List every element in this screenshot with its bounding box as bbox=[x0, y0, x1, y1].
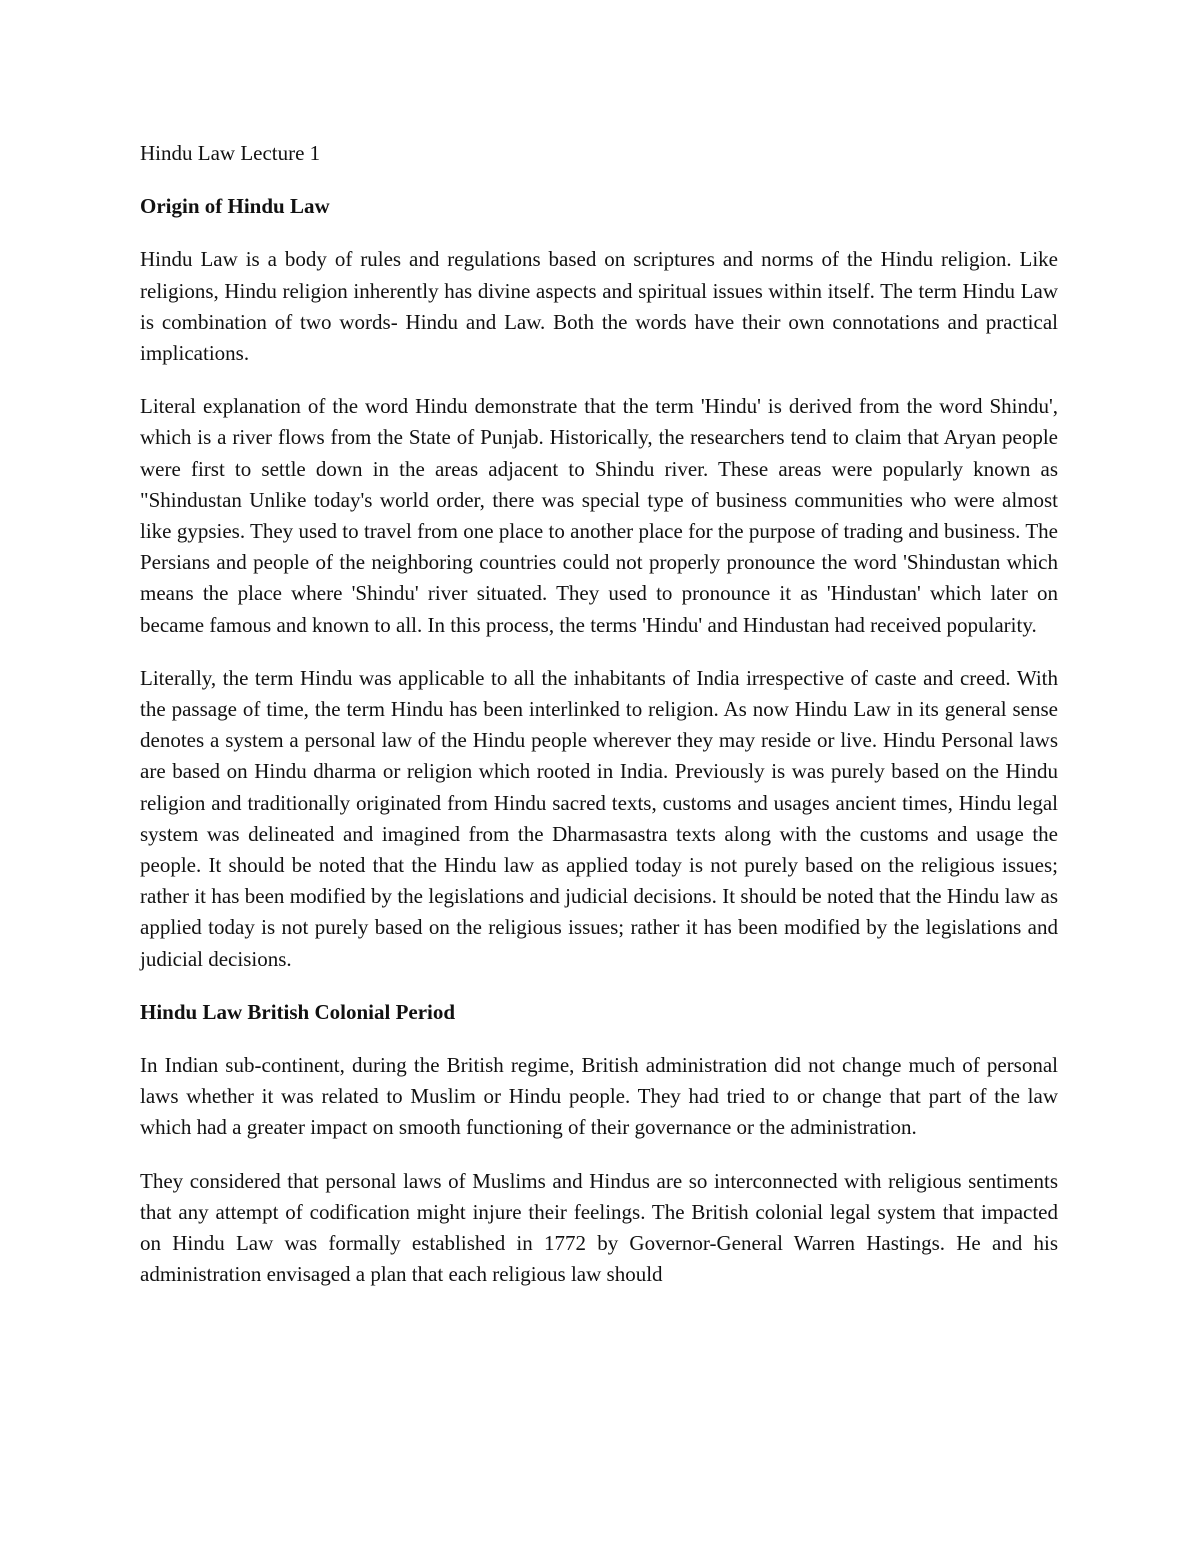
paragraph: They considered that personal laws of Muslims and Hindus are so interconnected with religious sentiments that any attempt of codification might injure their feelings. The British colonial legal system that impacted on Hindu Law was formally established in 1772 by Governor-General Warren Hastings. He and his administration envisaged a plan that each religious law should bbox=[140, 1168, 1058, 1287]
paragraph: Hindu Law is a body of rules and regulations based on scriptures and norms of the Hindu religion. Like religions, Hindu religion inherently has divine aspects and spiritual issues within itself. The term Hindu Law is combination of two words- Hindu and Law. Both the words have their own connotations and practical implications. bbox=[140, 247, 1058, 366]
section-british-colonial-period bbox=[140, 997, 1058, 1291]
section-origin-of-hindu-law bbox=[140, 191, 1058, 975]
paragraph: Literally, the term Hindu was applicable to all the inhabitants of India irrespective of caste and creed. With the passage of time, the term Hindu has been interlinked to religion. As now Hindu Law in its general sense denotes a system a personal law of the Hindu people wherever they may reside or live. Hindu Personal laws are based on Hindu dharma or religion which rooted in India. Previously is was purely based on the Hindu religion and traditionally originated from Hindu sacred texts, customs and usages ancient times, Hindu legal system was delineated and imagined from the Dharmasastra texts along with the customs and usage the people. It should be noted that the Hindu law as applied today is not purely based on the religious issues; rather it has been modified by the legislations and judicial decisions. It should be noted that the Hindu law as applied today is not purely based on the religious issues; rather it has been modified by the legislations and judicial decisions. bbox=[140, 665, 1058, 971]
document-page bbox=[140, 138, 1058, 1313]
document-header: Hindu Law Lecture 1 bbox=[140, 141, 321, 165]
section-heading: Hindu Law British Colonial Period bbox=[140, 999, 456, 1024]
section-heading: Origin of Hindu Law bbox=[140, 194, 330, 219]
paragraph: In Indian sub-continent, during the British regime, British administration did not change much of personal laws whether it was related to Muslim or Hindu people. They had tried to or change that part of the law which had a greater impact on smooth functioning of their governance or the administration. bbox=[140, 1053, 1058, 1140]
paragraph: Literal explanation of the word Hindu demonstrate that the term 'Hindu' is derived from the word Shindu', which is a river flows from the State of Punjab. Historically, the researchers tend to claim that Aryan people were first to settle down in the areas adjacent to Shindu river. These areas were popularly known as "Shindustan Unlike today's world order, there was special type of business communities who were almost like gypsies. They used to travel from one place to another place for the purpose of trading and business. The Persians and people of the neighboring countries could not properly pronounce the word 'Shindustan which means the place where 'Shindu' river situated. They used to pronounce it as 'Hindustan' which later on became famous and known to all. In this process, the terms 'Hindu' and Hindustan had received popularity. bbox=[140, 394, 1058, 637]
